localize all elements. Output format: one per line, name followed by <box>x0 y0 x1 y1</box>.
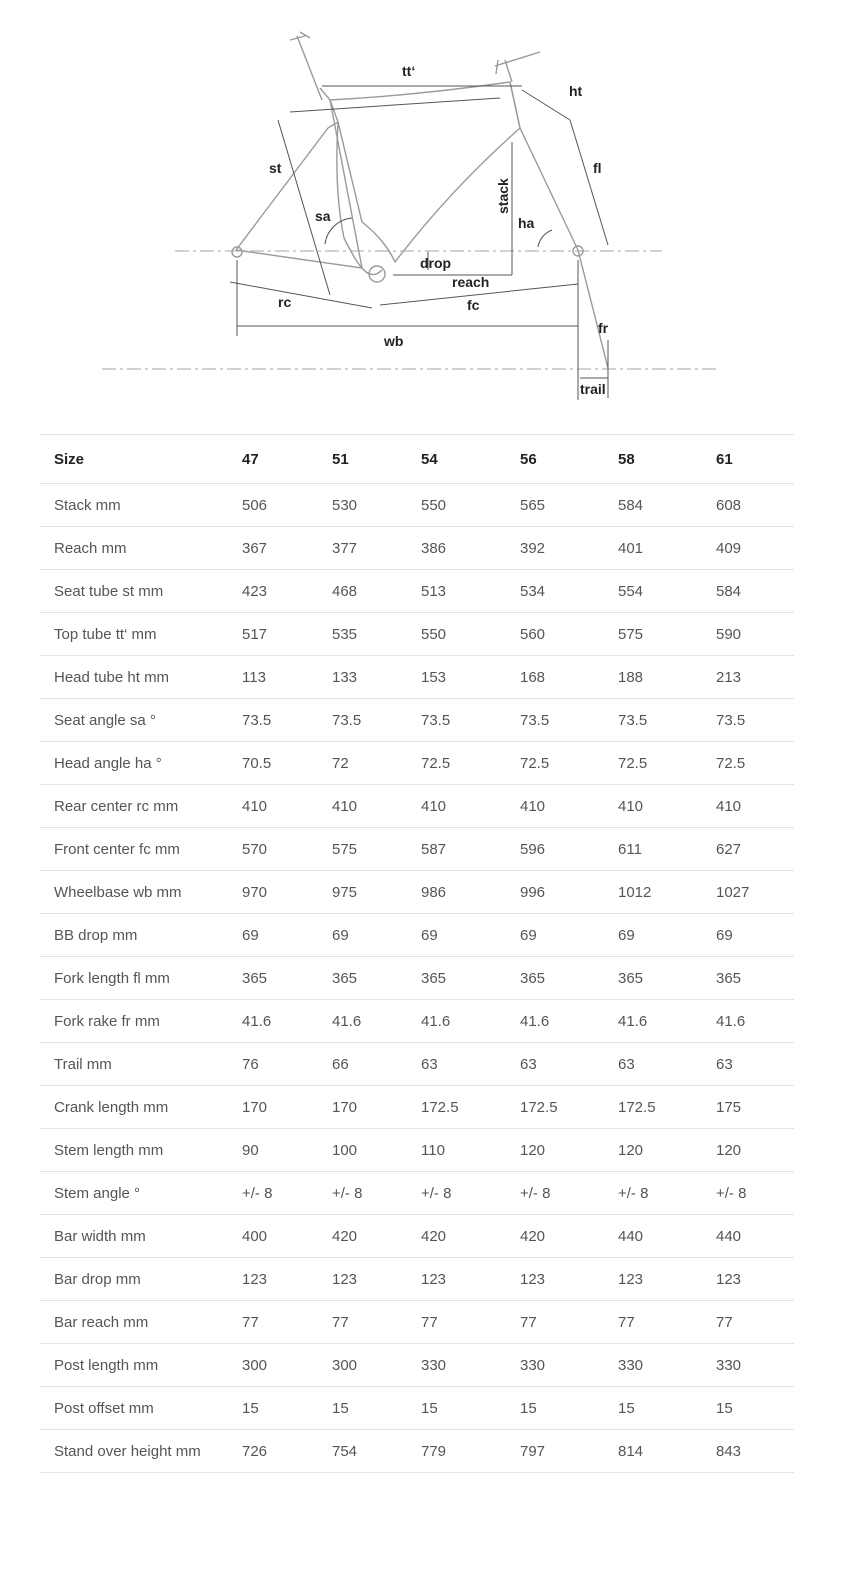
table-cell: 409 <box>716 527 794 570</box>
table-cell: 77 <box>332 1301 421 1344</box>
table-cell: 69 <box>618 914 716 957</box>
table-cell: 153 <box>421 656 520 699</box>
table-cell: 970 <box>242 871 332 914</box>
row-label: Trail mm <box>40 1043 242 1086</box>
table-cell: 77 <box>618 1301 716 1344</box>
table-row <box>40 1215 794 1258</box>
table-row <box>40 1129 794 1172</box>
label-fr: fr <box>598 320 609 336</box>
table-row <box>40 1043 794 1086</box>
table-cell: 986 <box>421 871 520 914</box>
table-cell: 608 <box>716 484 794 527</box>
table-cell: 365 <box>332 957 421 1000</box>
table-cell: 440 <box>618 1215 716 1258</box>
table-cell: 513 <box>421 570 520 613</box>
table-cell: 63 <box>520 1043 618 1086</box>
table-cell: 73.5 <box>332 699 421 742</box>
table-cell: 41.6 <box>421 1000 520 1043</box>
table-cell: 814 <box>618 1430 716 1473</box>
label-tt: tt‘ <box>402 63 416 79</box>
table-row <box>40 1172 794 1215</box>
table-cell: 72.5 <box>421 742 520 785</box>
table-row <box>40 828 794 871</box>
table-cell: 400 <box>242 1215 332 1258</box>
table-cell: 565 <box>520 484 618 527</box>
table-cell: 41.6 <box>520 1000 618 1043</box>
table-cell: 110 <box>421 1129 520 1172</box>
row-label: Head angle ha ° <box>40 742 242 785</box>
table-cell: 76 <box>242 1043 332 1086</box>
table-cell: 550 <box>421 613 520 656</box>
row-label: Stem length mm <box>40 1129 242 1172</box>
table-cell: +/- 8 <box>520 1172 618 1215</box>
table-cell: 172.5 <box>520 1086 618 1129</box>
row-label: Fork length fl mm <box>40 957 242 1000</box>
table-header-row <box>40 435 794 484</box>
table-cell: 123 <box>716 1258 794 1301</box>
table-cell: 843 <box>716 1430 794 1473</box>
table-cell: 420 <box>520 1215 618 1258</box>
table-cell: 15 <box>716 1387 794 1430</box>
row-label: Wheelbase wb mm <box>40 871 242 914</box>
label-fl: fl <box>593 160 602 176</box>
geometry-table <box>40 434 794 1473</box>
label-rc: rc <box>278 294 292 310</box>
table-cell: 120 <box>618 1129 716 1172</box>
header-size-51: 51 <box>332 435 421 484</box>
table-cell: 69 <box>242 914 332 957</box>
dimension-lines <box>230 86 608 400</box>
table-cell: 123 <box>332 1258 421 1301</box>
label-wb: wb <box>384 333 404 349</box>
table-cell: 996 <box>520 871 618 914</box>
table-cell: 584 <box>618 484 716 527</box>
table-cell: 587 <box>421 828 520 871</box>
table-cell: 779 <box>421 1430 520 1473</box>
table-cell: 41.6 <box>332 1000 421 1043</box>
table-cell: 365 <box>421 957 520 1000</box>
label-trail: trail <box>580 381 606 397</box>
row-label: Reach mm <box>40 527 242 570</box>
table-cell: 420 <box>332 1215 421 1258</box>
table-cell: 73.5 <box>716 699 794 742</box>
table-cell: 423 <box>242 570 332 613</box>
table-row <box>40 699 794 742</box>
header-size-58: 58 <box>618 435 716 484</box>
table-cell: 69 <box>332 914 421 957</box>
table-cell: 392 <box>520 527 618 570</box>
table-cell: 440 <box>716 1215 794 1258</box>
table-cell: 123 <box>242 1258 332 1301</box>
table-cell: 63 <box>618 1043 716 1086</box>
label-ha: ha <box>518 215 535 231</box>
table-cell: 15 <box>332 1387 421 1430</box>
table-row <box>40 785 794 828</box>
table-cell: 72.5 <box>618 742 716 785</box>
header-size-56: 56 <box>520 435 618 484</box>
table-cell: 386 <box>421 527 520 570</box>
table-cell: 410 <box>242 785 332 828</box>
table-cell: 69 <box>520 914 618 957</box>
table-cell: 170 <box>332 1086 421 1129</box>
table-cell: 535 <box>332 613 421 656</box>
table-cell: 506 <box>242 484 332 527</box>
row-label: Post length mm <box>40 1344 242 1387</box>
table-row <box>40 613 794 656</box>
row-label: Head tube ht mm <box>40 656 242 699</box>
label-stack: stack <box>495 178 511 214</box>
table-cell: 172.5 <box>421 1086 520 1129</box>
table-cell: 175 <box>716 1086 794 1129</box>
row-label: BB drop mm <box>40 914 242 957</box>
table-cell: 401 <box>618 527 716 570</box>
table-row <box>40 656 794 699</box>
table-cell: 66 <box>332 1043 421 1086</box>
table-row <box>40 1344 794 1387</box>
table-cell: 73.5 <box>242 699 332 742</box>
table-row <box>40 570 794 613</box>
table-cell: 100 <box>332 1129 421 1172</box>
table-cell: 530 <box>332 484 421 527</box>
table-cell: 575 <box>618 613 716 656</box>
table-cell: 575 <box>332 828 421 871</box>
table-cell: 570 <box>242 828 332 871</box>
table-cell: 15 <box>242 1387 332 1430</box>
table-cell: 41.6 <box>618 1000 716 1043</box>
table-cell: 113 <box>242 656 332 699</box>
table-cell: 365 <box>716 957 794 1000</box>
row-label: Stack mm <box>40 484 242 527</box>
table-cell: 123 <box>520 1258 618 1301</box>
table-cell: 41.6 <box>716 1000 794 1043</box>
label-sa: sa <box>315 208 331 224</box>
header-size-61: 61 <box>716 435 794 484</box>
label-reach: reach <box>452 274 490 290</box>
table-cell: 63 <box>716 1043 794 1086</box>
table-cell: 90 <box>242 1129 332 1172</box>
row-label: Bar width mm <box>40 1215 242 1258</box>
row-label: Seat tube st mm <box>40 570 242 613</box>
row-label: Bar drop mm <box>40 1258 242 1301</box>
table-cell: 330 <box>618 1344 716 1387</box>
table-cell: +/- 8 <box>618 1172 716 1215</box>
frame-outline <box>232 32 608 368</box>
table-cell: 69 <box>716 914 794 957</box>
table-row <box>40 742 794 785</box>
table-cell: 596 <box>520 828 618 871</box>
table-cell: 410 <box>716 785 794 828</box>
table-cell: 123 <box>618 1258 716 1301</box>
row-label: Fork rake fr mm <box>40 1000 242 1043</box>
row-label: Post offset mm <box>40 1387 242 1430</box>
table-cell: 73.5 <box>520 699 618 742</box>
table-cell: 73.5 <box>421 699 520 742</box>
table-cell: 300 <box>332 1344 421 1387</box>
table-cell: +/- 8 <box>242 1172 332 1215</box>
table-cell: 120 <box>716 1129 794 1172</box>
table-cell: 584 <box>716 570 794 613</box>
table-cell: 420 <box>421 1215 520 1258</box>
table-cell: 330 <box>716 1344 794 1387</box>
table-row <box>40 527 794 570</box>
label-st: st <box>269 160 282 176</box>
table-cell: +/- 8 <box>332 1172 421 1215</box>
table-cell: 15 <box>520 1387 618 1430</box>
header-size-54: 54 <box>421 435 520 484</box>
table-cell: 627 <box>716 828 794 871</box>
table-cell: 69 <box>421 914 520 957</box>
table-row <box>40 1000 794 1043</box>
table-cell: 133 <box>332 656 421 699</box>
frame-geometry-diagram <box>0 0 868 420</box>
table-cell: 797 <box>520 1430 618 1473</box>
table-cell: 172.5 <box>618 1086 716 1129</box>
table-cell: 15 <box>618 1387 716 1430</box>
table-cell: 410 <box>332 785 421 828</box>
row-label: Top tube tt‘ mm <box>40 613 242 656</box>
row-label: Bar reach mm <box>40 1301 242 1344</box>
table-cell: 170 <box>242 1086 332 1129</box>
table-cell: 554 <box>618 570 716 613</box>
table-cell: 365 <box>520 957 618 1000</box>
table-cell: 41.6 <box>242 1000 332 1043</box>
row-label: Crank length mm <box>40 1086 242 1129</box>
table-cell: 726 <box>242 1430 332 1473</box>
label-drop: drop <box>420 255 452 271</box>
table-cell: 73.5 <box>618 699 716 742</box>
table-cell: 70.5 <box>242 742 332 785</box>
table-row <box>40 1430 794 1473</box>
table-cell: 330 <box>520 1344 618 1387</box>
table-row <box>40 957 794 1000</box>
table-row <box>40 484 794 527</box>
table-cell: 77 <box>421 1301 520 1344</box>
table-cell: 590 <box>716 613 794 656</box>
table-row <box>40 1258 794 1301</box>
header-size-47: 47 <box>242 435 332 484</box>
table-cell: 72.5 <box>520 742 618 785</box>
table-cell: +/- 8 <box>716 1172 794 1215</box>
row-label: Rear center rc mm <box>40 785 242 828</box>
table-cell: +/- 8 <box>421 1172 520 1215</box>
row-label: Seat angle sa ° <box>40 699 242 742</box>
table-cell: 410 <box>618 785 716 828</box>
table-cell: 365 <box>242 957 332 1000</box>
label-ht: ht <box>569 83 583 99</box>
table-cell: 365 <box>618 957 716 1000</box>
table-row <box>40 1086 794 1129</box>
table-row <box>40 1387 794 1430</box>
table-cell: 300 <box>242 1344 332 1387</box>
table-row <box>40 1301 794 1344</box>
table-cell: 611 <box>618 828 716 871</box>
table-cell: 77 <box>716 1301 794 1344</box>
table-cell: 63 <box>421 1043 520 1086</box>
table-cell: 367 <box>242 527 332 570</box>
table-cell: 15 <box>421 1387 520 1430</box>
table-cell: 754 <box>332 1430 421 1473</box>
table-cell: 1012 <box>618 871 716 914</box>
table-cell: 120 <box>520 1129 618 1172</box>
table-cell: 1027 <box>716 871 794 914</box>
table-cell: 517 <box>242 613 332 656</box>
table-cell: 410 <box>520 785 618 828</box>
table-cell: 410 <box>421 785 520 828</box>
table-row <box>40 914 794 957</box>
table-cell: 72 <box>332 742 421 785</box>
table-cell: 534 <box>520 570 618 613</box>
table-cell: 330 <box>421 1344 520 1387</box>
label-fc: fc <box>467 297 480 313</box>
table-cell: 468 <box>332 570 421 613</box>
table-cell: 550 <box>421 484 520 527</box>
table-cell: 213 <box>716 656 794 699</box>
table-row <box>40 871 794 914</box>
row-label: Front center fc mm <box>40 828 242 871</box>
table-cell: 377 <box>332 527 421 570</box>
table-cell: 188 <box>618 656 716 699</box>
table-cell: 560 <box>520 613 618 656</box>
header-size: Size <box>40 435 242 484</box>
row-label: Stem angle ° <box>40 1172 242 1215</box>
table-cell: 123 <box>421 1258 520 1301</box>
table-cell: 77 <box>242 1301 332 1344</box>
table-cell: 77 <box>520 1301 618 1344</box>
table-cell: 72.5 <box>716 742 794 785</box>
table-cell: 975 <box>332 871 421 914</box>
table-cell: 168 <box>520 656 618 699</box>
row-label: Stand over height mm <box>40 1430 242 1473</box>
